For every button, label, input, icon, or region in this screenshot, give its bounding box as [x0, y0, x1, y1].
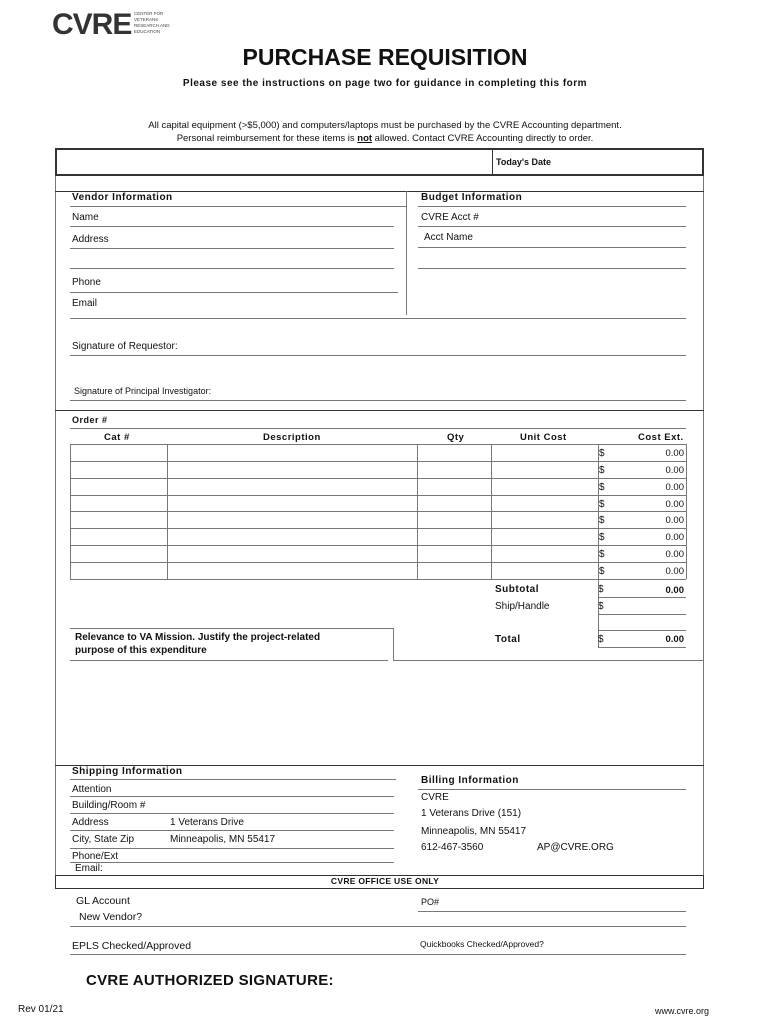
cat-input[interactable] — [73, 446, 164, 459]
cat-input[interactable] — [73, 480, 164, 493]
description-input[interactable] — [170, 513, 414, 526]
qty-input[interactable] — [420, 446, 488, 459]
office-use-heading: CVRE OFFICE USE ONLY — [330, 876, 440, 886]
cost-ext-currency: $ — [599, 481, 605, 493]
col-cost-ext: Cost Ext. — [638, 432, 684, 443]
cost-ext-currency: $ — [599, 515, 605, 527]
shiphandle-currency: $ — [598, 601, 604, 612]
shipping-attention-input[interactable] — [125, 782, 390, 796]
vendor-name-label: Name — [72, 212, 99, 223]
todays-date-label: Today's Date — [496, 157, 551, 167]
footer-rev: Rev 01/21 — [18, 1004, 64, 1015]
budget-acct-name-label: Acct Name — [424, 232, 473, 243]
description-input[interactable] — [170, 480, 414, 493]
requestor-signature-input[interactable] — [200, 338, 680, 354]
vendor-phone-input[interactable] — [110, 275, 390, 291]
vendor-email-label: Email — [72, 298, 98, 309]
description-input[interactable] — [170, 530, 414, 543]
form-left-border — [55, 148, 56, 888]
qty-input[interactable] — [420, 480, 488, 493]
cat-input[interactable] — [73, 530, 164, 543]
shipping-address-label: Address — [72, 817, 109, 828]
billing-city: Minneapolis, MN 55417 — [421, 826, 527, 837]
quickbooks-input[interactable] — [565, 936, 685, 952]
cost-ext-value: 0.00 — [665, 498, 684, 510]
cost-ext-value: 0.00 — [665, 532, 684, 544]
description-input[interactable] — [170, 547, 414, 560]
cat-input[interactable] — [73, 564, 164, 577]
cost-ext-value: 0.00 — [665, 515, 684, 527]
vendor-address-label: Address — [72, 234, 109, 245]
vendor-address-line2-input[interactable] — [72, 252, 392, 268]
shipping-attention-label: Attention — [72, 784, 112, 795]
shipping-address-value: 1 Veterans Drive — [170, 817, 244, 828]
gl-account-input[interactable] — [140, 893, 390, 909]
cvre-logo — [52, 8, 182, 44]
todays-date-input[interactable] — [560, 152, 700, 172]
shipping-city-value: Minneapolis, MN 55417 — [170, 834, 276, 845]
billing-address: 1 Veterans Drive (151) — [421, 808, 522, 819]
cost-ext-value: 0.00 — [665, 464, 684, 476]
description-input[interactable] — [170, 497, 414, 510]
page-subtitle: Please see the instructions on page two for guidance in completing this form — [182, 78, 588, 89]
description-input[interactable] — [170, 564, 414, 577]
unit-cost-input[interactable] — [494, 564, 595, 577]
col-description: Description — [263, 432, 321, 443]
order-number-label: Order # — [72, 415, 108, 425]
vendor-email-input[interactable] — [110, 296, 390, 312]
budget-acct-input[interactable] — [490, 210, 680, 226]
shipping-phone-label: Phone/Ext — [72, 851, 119, 862]
notice-line-1: All capital equipment (>$5,000) and computers/laptops must be purchased by the CVRE Accounting department. — [148, 120, 622, 131]
shipping-phone-input[interactable] — [130, 849, 390, 861]
authorized-signature-label: CVRE AUTHORIZED SIGNATURE: — [86, 972, 334, 989]
shiphandle-input[interactable] — [610, 599, 684, 613]
col-unit-cost: Unit Cost — [520, 432, 567, 443]
vendor-phone-label: Phone — [72, 277, 101, 288]
description-input[interactable] — [170, 446, 414, 459]
billing-phone: 612-467-3560 — [421, 842, 484, 853]
cat-input[interactable] — [73, 463, 164, 476]
shipping-email-label: Email: — [75, 863, 103, 874]
epls-label: EPLS Checked/Approved — [72, 940, 192, 952]
col-cat: Cat # — [104, 432, 130, 443]
quickbooks-label: Quickbooks Checked/Approved? — [420, 939, 544, 949]
cost-ext-value: 0.00 — [665, 481, 684, 493]
order-number-input[interactable] — [115, 413, 405, 427]
cost-ext-currency: $ — [599, 448, 605, 459]
unit-cost-input[interactable] — [494, 480, 595, 493]
shipping-heading: Shipping Information — [72, 766, 183, 777]
vendor-address-input[interactable] — [120, 232, 390, 248]
logo-tagline: CENTER FOR VETERANS RESEARCH AND EDUCATION — [134, 11, 170, 34]
budget-heading: Budget Information — [421, 192, 523, 203]
form-right-border — [703, 148, 704, 888]
billing-email: AP@CVRE.ORG — [537, 842, 614, 853]
qty-input[interactable] — [420, 497, 488, 510]
relevance-line-2: purpose of this expenditure — [75, 645, 207, 656]
description-input[interactable] — [170, 463, 414, 476]
qty-input[interactable] — [420, 530, 488, 543]
pi-signature-input[interactable] — [240, 383, 680, 399]
cat-input[interactable] — [73, 547, 164, 560]
cost-ext-currency: $ — [599, 532, 605, 544]
cost-ext-currency: $ — [599, 565, 605, 577]
shipping-building-input[interactable] — [160, 798, 390, 812]
footer-url: www.cvre.org — [655, 1006, 710, 1016]
total-currency: $ — [598, 634, 604, 645]
total-label: Total — [495, 634, 521, 645]
page-title: PURCHASE REQUISITION — [242, 44, 528, 70]
subtotal-value: 0.00 — [665, 585, 684, 596]
qty-input[interactable] — [420, 564, 488, 577]
cat-input[interactable] — [73, 497, 164, 510]
po-label: PO# — [421, 897, 440, 907]
shipping-city-label: City, State Zip — [72, 834, 135, 845]
cat-input[interactable] — [73, 513, 164, 526]
vendor-name-input[interactable] — [110, 210, 390, 226]
col-qty: Qty — [447, 432, 465, 443]
shipping-email-input[interactable] — [115, 862, 390, 874]
new-vendor-input[interactable] — [155, 909, 390, 925]
cost-ext-currency: $ — [599, 549, 605, 561]
po-input[interactable] — [445, 894, 685, 910]
unit-cost-input[interactable] — [494, 513, 595, 526]
total-value: 0.00 — [665, 634, 684, 645]
vendor-heading: Vendor Information — [72, 192, 173, 203]
budget-acct-name-input[interactable] — [480, 230, 680, 246]
unit-cost-input[interactable] — [494, 547, 595, 560]
logo-mark: CVRE — [52, 8, 132, 41]
qty-input[interactable] — [420, 513, 488, 526]
unit-cost-input[interactable] — [494, 446, 595, 459]
unit-cost-input[interactable] — [494, 463, 595, 476]
qty-input[interactable] — [420, 463, 488, 476]
qty-input[interactable] — [420, 547, 488, 560]
pi-signature-label: Signature of Principal Investigator: — [74, 386, 212, 396]
unit-cost-input[interactable] — [494, 530, 595, 543]
relevance-line-1: Relevance to VA Mission. Justify the project-related — [75, 632, 321, 643]
gl-account-label: GL Account — [76, 895, 130, 907]
shipping-building-label: Building/Room # — [72, 800, 146, 811]
budget-acct-label: CVRE Acct # — [421, 212, 479, 223]
billing-heading: Billing Information — [421, 775, 519, 786]
notice-line-2: Personal reimbursement for these items is not allowed. Contact CVRE Accounting directly to order. — [176, 133, 594, 144]
cost-ext-value: 0.00 — [665, 565, 684, 577]
subtotal-currency: $ — [598, 584, 604, 595]
subtotal-label: Subtotal — [495, 584, 539, 595]
notice-emphasis: not — [357, 133, 373, 144]
epls-input[interactable] — [205, 938, 395, 954]
cost-ext-currency: $ — [599, 464, 605, 476]
cost-ext-currency: $ — [599, 498, 605, 510]
unit-cost-input[interactable] — [494, 497, 595, 510]
authorized-signature-input[interactable] — [370, 970, 690, 990]
cost-ext-value: 0.00 — [665, 448, 684, 459]
shiphandle-label: Ship/Handle — [495, 601, 550, 612]
relevance-input[interactable] — [62, 665, 698, 760]
requestor-signature-label: Signature of Requestor: — [72, 341, 178, 352]
billing-org: CVRE — [421, 792, 449, 803]
cost-ext-value: 0.00 — [665, 549, 684, 561]
new-vendor-label: New Vendor? — [79, 911, 143, 923]
